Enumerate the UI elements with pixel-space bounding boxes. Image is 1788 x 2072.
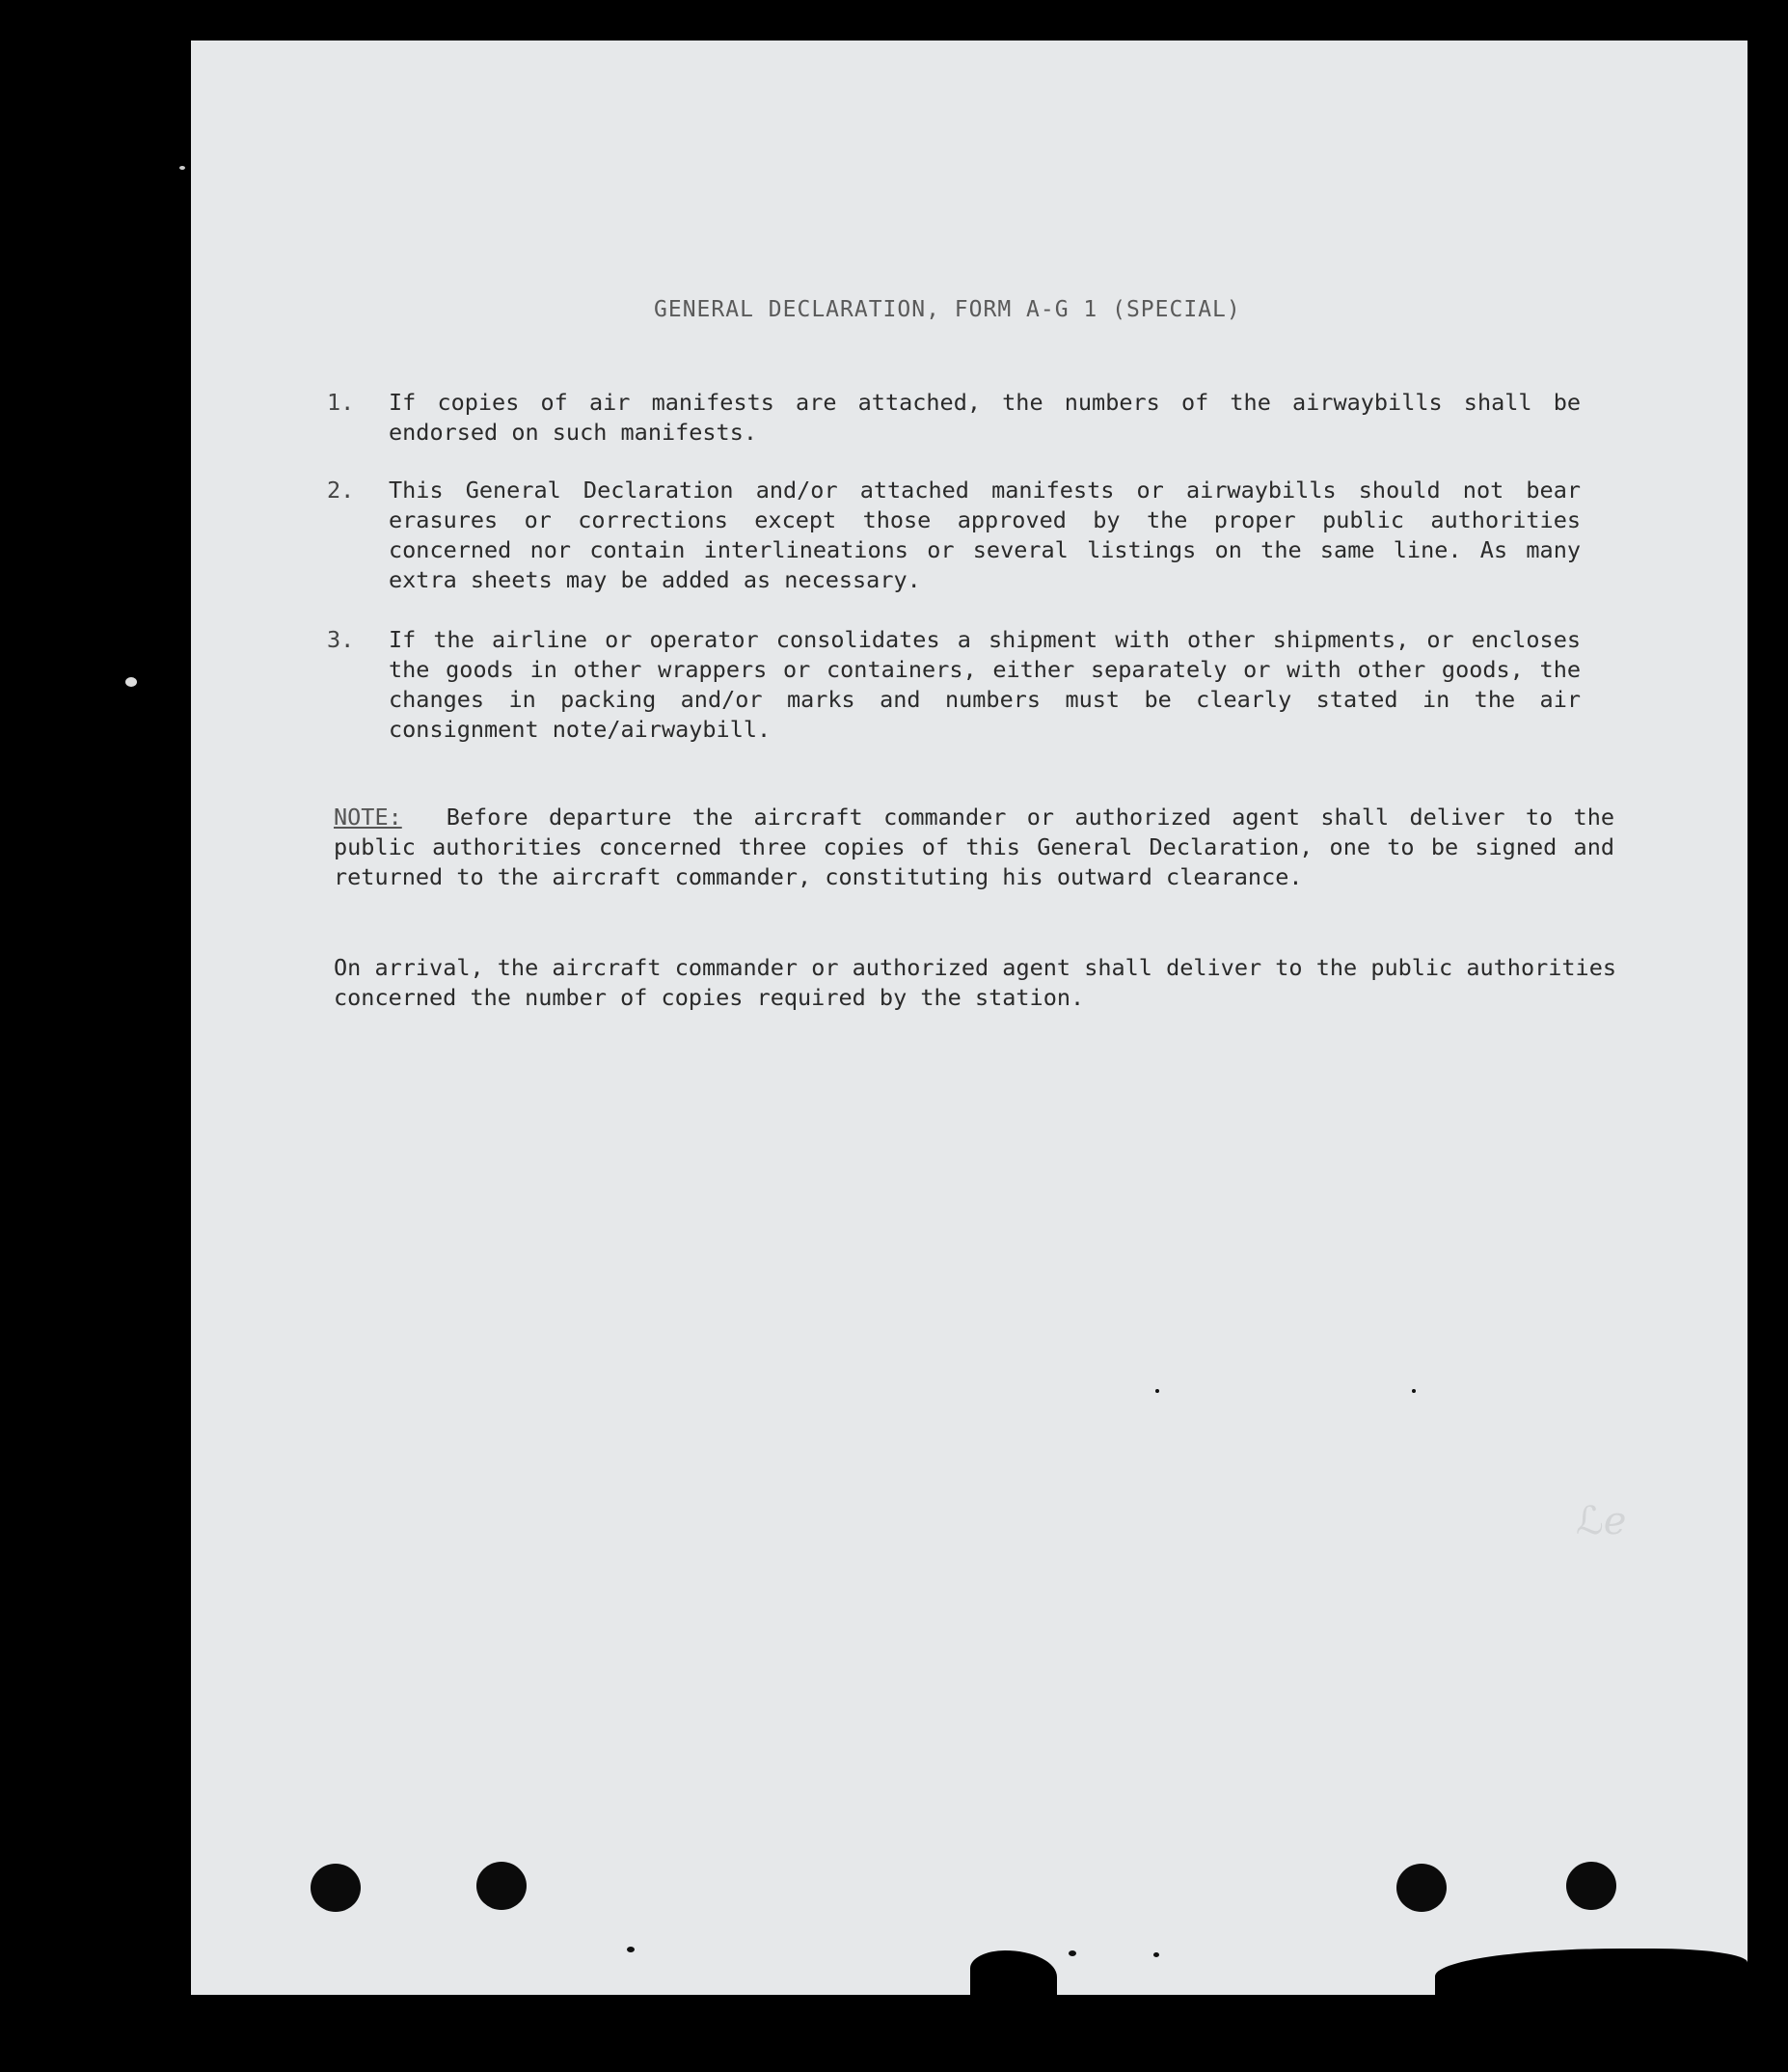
- instruction-item-1: [327, 388, 1581, 448]
- item-number: 1.: [327, 389, 355, 416]
- instruction-item-2: [327, 476, 1581, 595]
- torn-edge: [1435, 1949, 1747, 1995]
- instruction-item-3: [327, 625, 1581, 745]
- item-text: This General Declaration and/or attached manifests or airwaybills should not bear erasures or corrections except those approved by the proper public authorities concerned nor contain interlineations or several listings on the same line. As many extra sheets may be added as necessary.: [389, 477, 1581, 593]
- note-label: NOTE:: [334, 804, 402, 831]
- ink-speck: [1155, 1389, 1159, 1393]
- punch-hole: [476, 1862, 527, 1910]
- arrival-paragraph: On arrival, the aircraft commander or authorized agent shall deliver to the public authorities concerned the number of copies required by the station.: [334, 954, 1616, 1011]
- punch-hole: [1396, 1864, 1447, 1912]
- punch-hole: [1566, 1862, 1616, 1910]
- border-speck: [125, 677, 137, 687]
- document-title: GENERAL DECLARATION, FORM A-G 1 (SPECIAL): [654, 297, 1241, 322]
- note-paragraph: [334, 803, 1614, 892]
- note-text: Before departure the aircraft commander or authorized agent shall deliver to the public authorities concerned three copies of this General Declaration, one to be signed and returned to the aircraft commander, constituting his outward clearance.: [334, 804, 1614, 890]
- item-number: 3.: [327, 626, 355, 653]
- punch-hole: [311, 1864, 361, 1912]
- border-speck: [179, 166, 185, 170]
- ink-speck: [1153, 1952, 1159, 1957]
- item-text: If copies of air manifests are attached, the numbers of the airwaybills shall be endorsed on such manifests.: [389, 389, 1581, 446]
- item-number: 2.: [327, 477, 355, 504]
- document-page: [191, 41, 1747, 1995]
- ink-speck: [1412, 1389, 1416, 1393]
- torn-edge: [970, 1950, 1057, 1995]
- faint-stamp-mark: ℒℯ: [1576, 1499, 1627, 1543]
- ink-speck: [627, 1947, 635, 1952]
- item-text: If the airline or operator consolidates a shipment with other shipments, or encloses the goods in other wrappers or containers, either separately or with other goods, the changes in packing and/or marks and numbers must be clearly stated in the air consignment note/airwaybill.: [389, 626, 1581, 743]
- ink-speck: [1069, 1950, 1076, 1956]
